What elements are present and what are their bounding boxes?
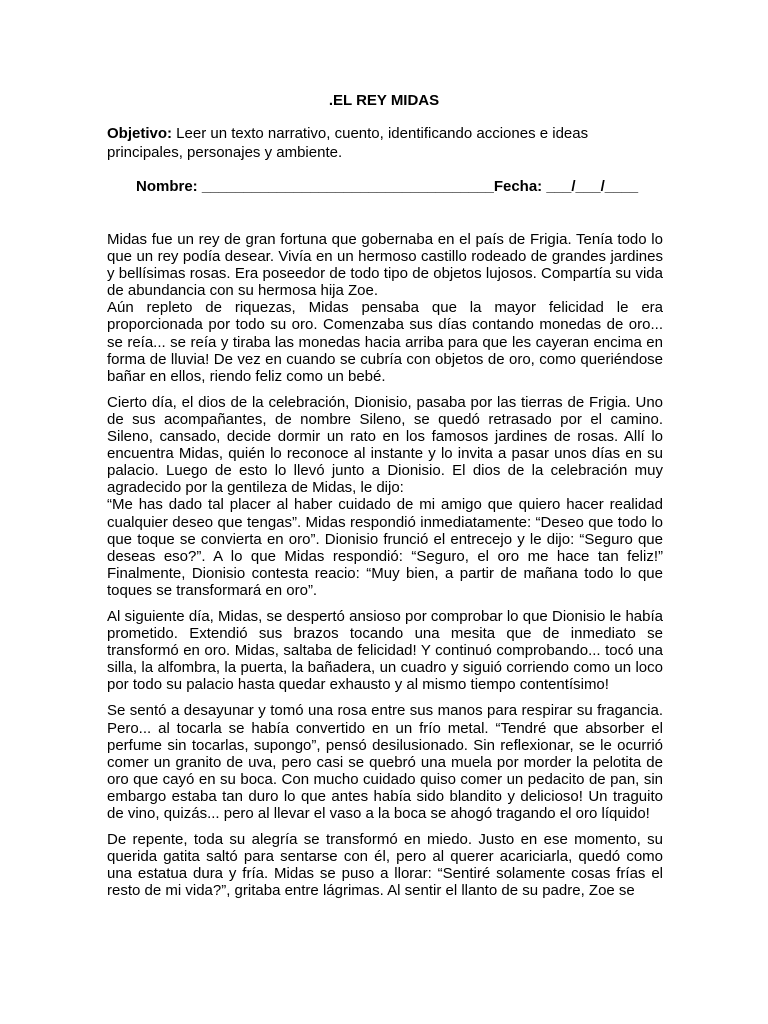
name-date-line bbox=[136, 178, 638, 196]
page-title: .EL REY MIDAS bbox=[328, 92, 440, 109]
date-field-label: Fecha: ___/___/____ bbox=[493, 178, 639, 195]
paragraph-1: Midas fue un rey de gran fortuna que gobernaba en el país de Frigia. Tenía todo lo que un rey podía desear. Vivía en un hermoso castillo rodeado de grandes jardines y bellísimas rosas. Era poseedor de todo tipo de objetos lujosos. Compartía su vida de abundancia con su hermosa hija Zoe. bbox=[107, 231, 663, 300]
paragraph-3: Cierto día, el dios de la celebración, Dionisio, pasaba por las tierras de Frigia. Uno de sus acompañantes, de nombre Sileno, se quedó retrasado por el camino. Sileno, cansado, decide dormir un rato en los famosos jardines de rosas. Allí lo encuentra Midas, quién lo reconoce al instante y lo invita a pasar unos días en su palacio. Luego de esto lo llevó junto a Dionisio. El dios de la celebración muy agradecido por la gentileza de Midas, le dijo: bbox=[107, 393, 663, 497]
objective bbox=[107, 124, 667, 162]
paragraph-6: Se sentó a desayunar y tomó una rosa entre sus manos para respirar su fragancia. Pero... al tocarla se había convertido en un frío metal. “Tendré que absorber el perfume sin tocarlas, supongo”, pensó desilusionado. Sin reflexionar, se le ocurrió comer un granito de uva, pero casi se quebró una muela por morder la pelotita de oro que cayó en su boca. Con mucho cuidado quiso comer un pedacito de pan, sin embargo estaba tan duro lo que antes había sido blandito y delicioso! Un traguito de vino, quizás... pero al llevar el vaso a la boca se ahogó tragando el oro líquido! bbox=[107, 702, 663, 822]
objective-label: Objetivo: bbox=[107, 125, 173, 142]
paragraph-4: “Me has dado tal placer al haber cuidado de mi amigo que quiero hacer realidad cualquier deseo que tengas”. Midas respondió inmediatamente: “Deseo que todo lo que toque se convierta en oro”. Dionisio frunció el entrecejo y le dijo: “Seguro que deseas eso?”. A lo que Midas respondió: “Seguro, el oro me hace tan feliz!” Finalmente, Dionisio contesta reacio: “Muy bien, a partir de mañana todo lo que toques se transformará en oro”. bbox=[107, 496, 663, 599]
paragraph-5: Al siguiente día, Midas, se despertó ansioso por comprobar lo que Dionisio le había prometido. Extendió sus brazos tocando una mesita que de inmediato se transformó en oro. Midas, saltaba de felicidad! Y continuó comprobando... tocó una silla, la alfombra, la puerta, la bañadera, un cuadro y siguió corriendo como un loco por todo su palacio hasta quedar exhausto y al mismo tiempo contentísimo! bbox=[107, 607, 663, 694]
story-text bbox=[107, 231, 663, 908]
name-field-label: Nombre: ___________________________________ bbox=[136, 178, 494, 195]
objective-text: Leer un texto narrativo, cuento, identificando acciones e ideas principales, personajes y ambiente. bbox=[107, 125, 589, 161]
paragraph-2: Aún repleto de riquezas, Midas pensaba que la mayor felicidad le era proporcionada por todo su oro. Comenzaba sus días contando monedas de oro... se reía... se reía y tiraba las monedas hacia arriba para que les cayeran encima en forma de lluvia! De vez en cuando se cubría con objetos de oro, como queriéndose bañar en ellos, riendo feliz como un bebé. bbox=[107, 299, 663, 385]
paragraph-7: De repente, toda su alegría se transformó en miedo. Justo en ese momento, su querida gatita saltó para sentarse con él, pero al querer acariciarla, quedó como una estatua dura y fría. Midas se puso a llorar: “Sentiré solamente cosas frías el resto de mi vida?”, gritaba entre lágrimas. Al sentir el llanto de su padre, Zoe se bbox=[107, 831, 663, 900]
